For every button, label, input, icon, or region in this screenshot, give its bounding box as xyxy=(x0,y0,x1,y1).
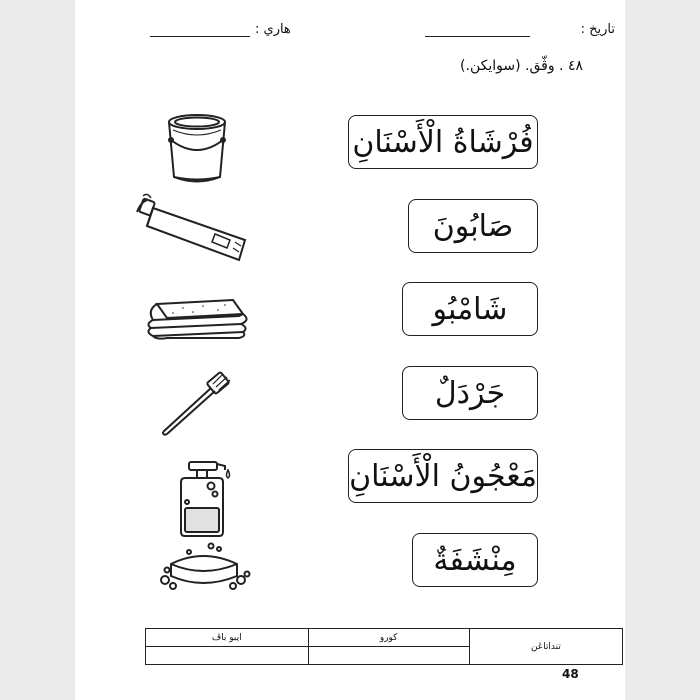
word-box-shampoo[interactable]: شَامْبُو xyxy=(402,282,538,336)
parent-signature-cell[interactable] xyxy=(146,647,309,665)
folded-towel-icon[interactable] xyxy=(143,290,253,350)
word-box-soap[interactable]: صَابُونَ xyxy=(408,199,538,253)
word-box-toothpaste[interactable]: مَعْجُونُ الْأَسْنَانِ xyxy=(348,449,538,503)
bucket-icon[interactable] xyxy=(157,110,237,190)
word-box-toothbrush[interactable]: فُرْشَاةُ الْأَسْنَانِ xyxy=(348,115,538,169)
parent-header: ايبو باڤ xyxy=(146,629,309,647)
teacher-signature-cell[interactable] xyxy=(308,647,469,665)
toothbrush-icon[interactable] xyxy=(157,370,237,440)
day-label: هاري : xyxy=(255,22,291,37)
instruction: ٤٨ . وڤّق. (سوايكن.) xyxy=(460,58,583,74)
soap-bar-icon[interactable] xyxy=(153,540,253,600)
word-box-bucket[interactable]: جَرْدَلٌ xyxy=(402,366,538,420)
toothpaste-tube-icon[interactable] xyxy=(135,190,265,270)
signature-label: تنداتاڠن xyxy=(469,629,622,665)
worksheet-page xyxy=(75,0,625,700)
day-line xyxy=(150,36,250,37)
teacher-header: كورو xyxy=(308,629,469,647)
signature-table xyxy=(145,628,623,665)
shampoo-bottle-icon[interactable] xyxy=(165,452,235,542)
word-box-towel[interactable]: مِنْشَفَةٌ xyxy=(412,533,538,587)
page-number: 48 xyxy=(562,667,579,681)
date-label: تاريخ : xyxy=(580,22,615,37)
date-line xyxy=(425,36,530,37)
